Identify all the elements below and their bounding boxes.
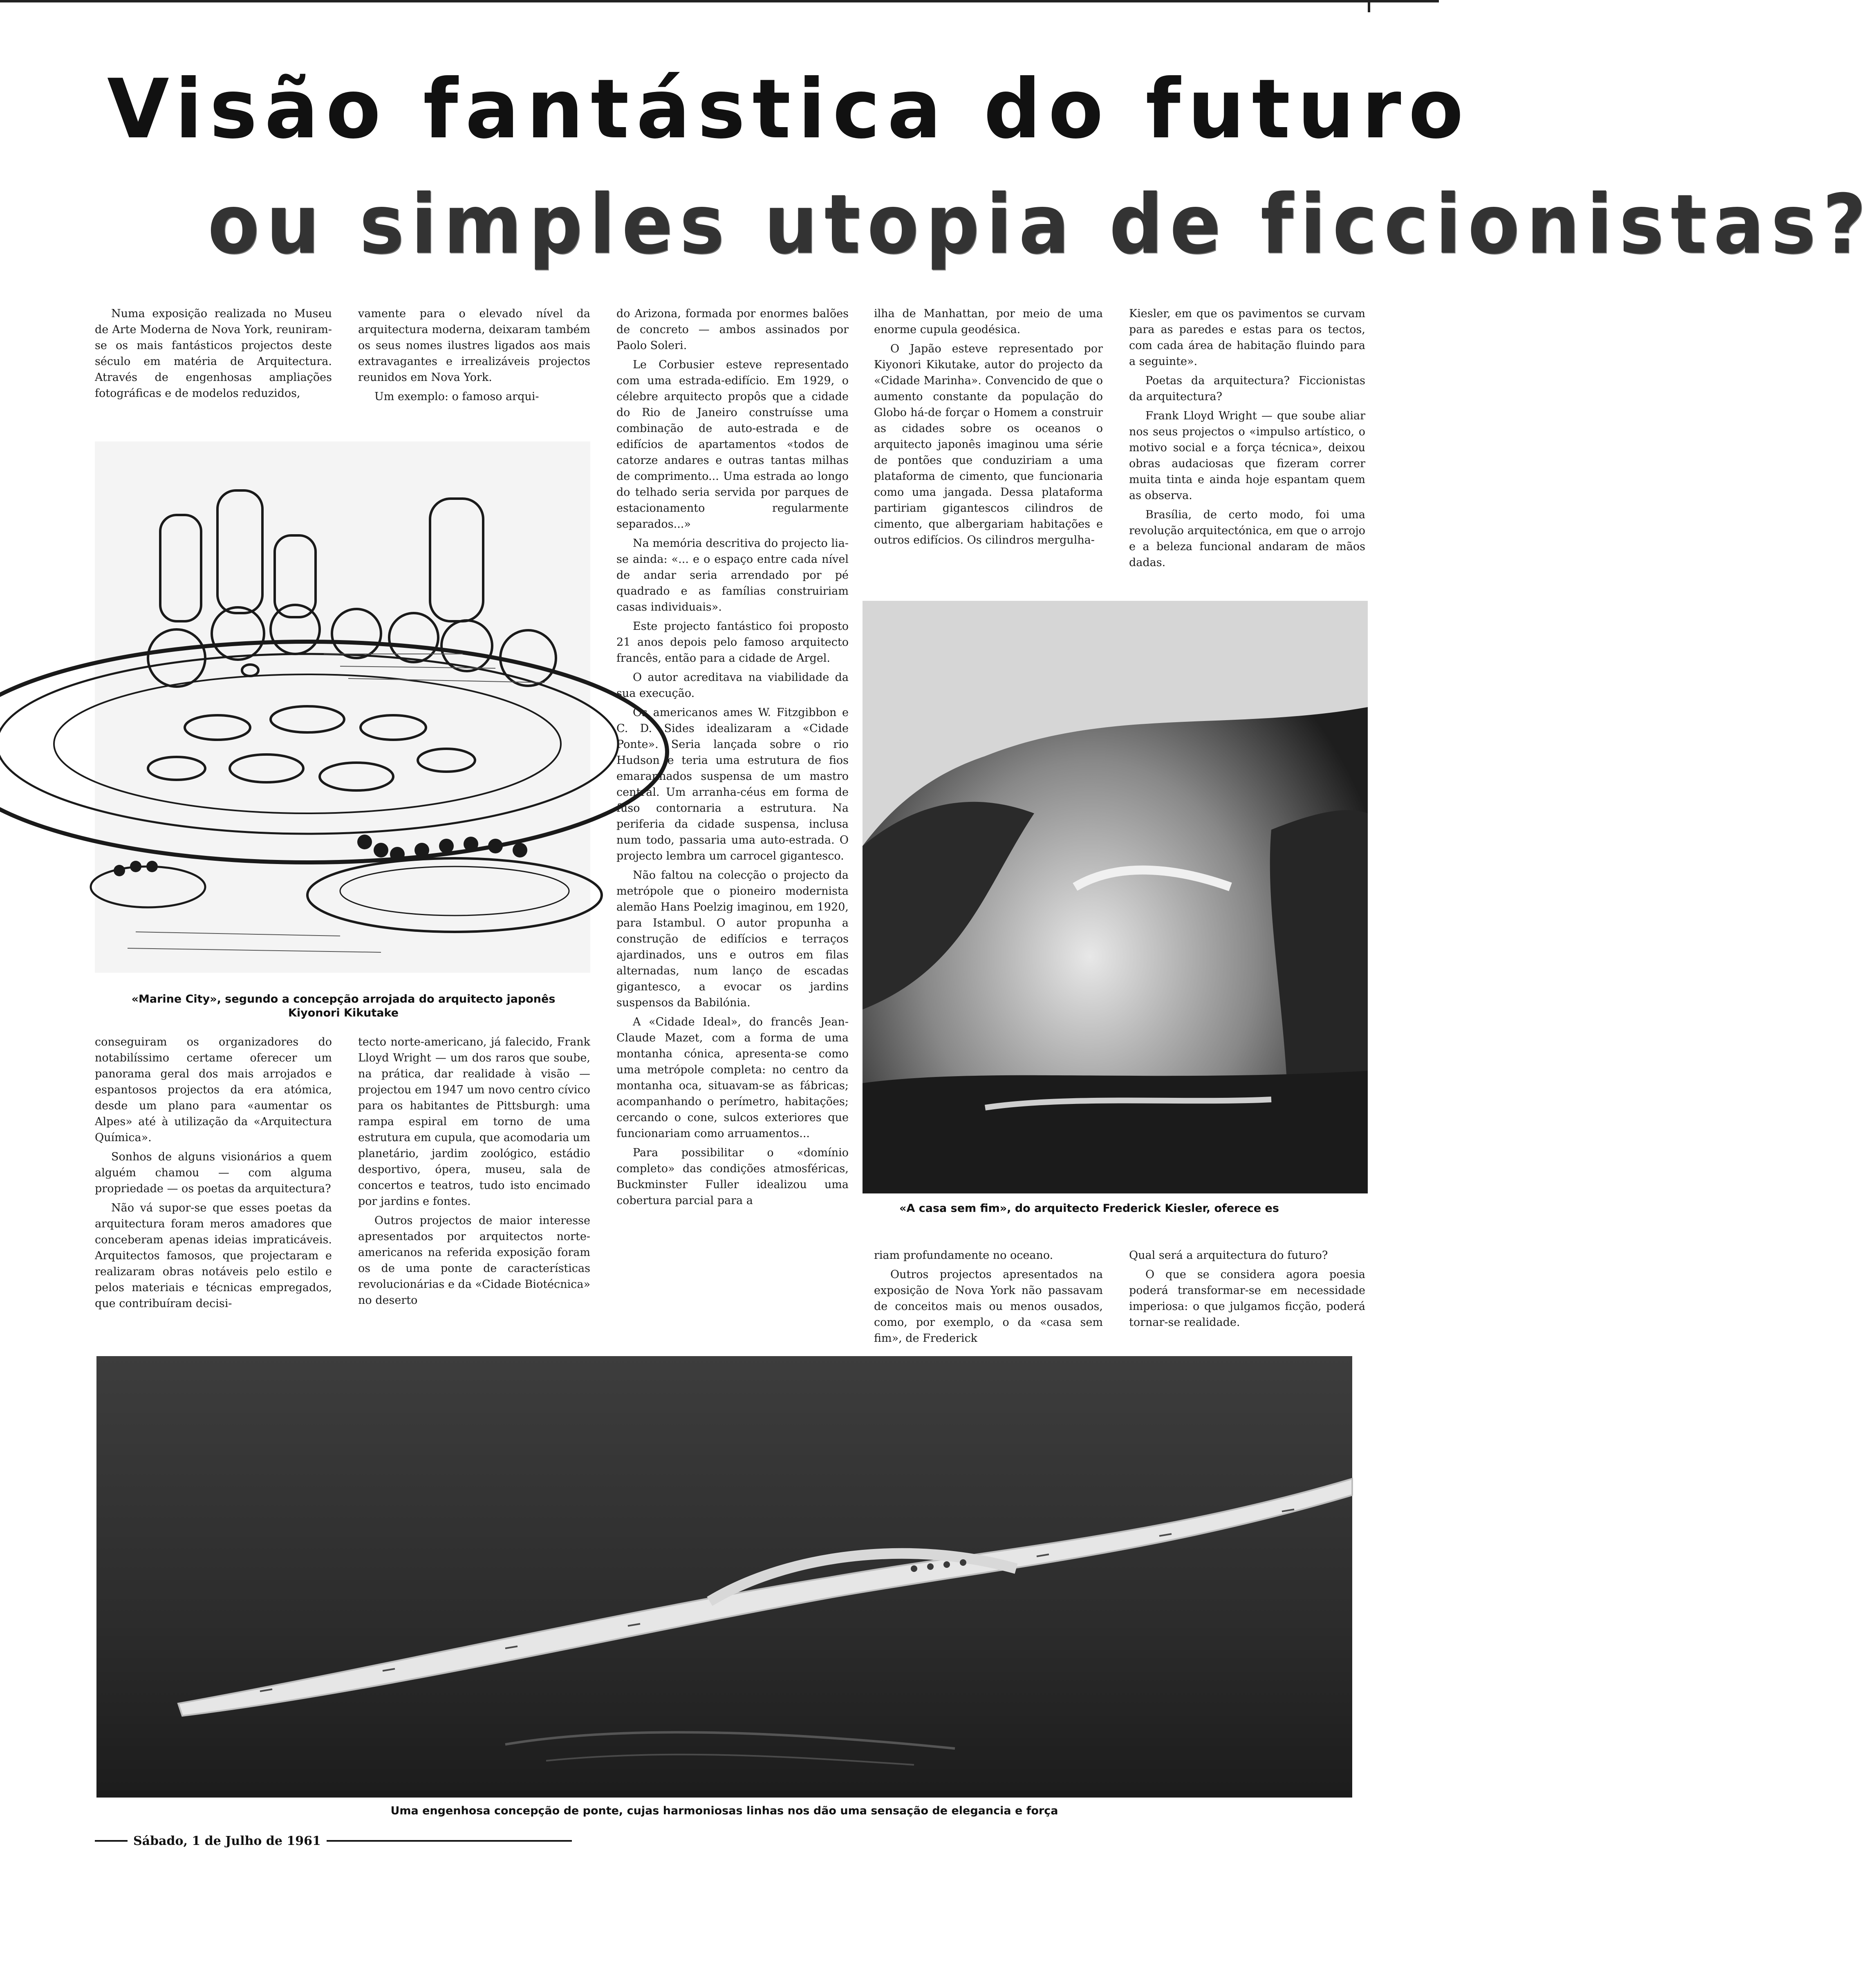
paragraph: Brasília, de certo modo, foi uma revolução arquitectónica, em que o arrojo e a beleza funcional andaram de mãos dadas.	[1129, 508, 1365, 569]
column-2-top	[358, 306, 590, 408]
paragraph: ilha de Manhattan, por meio de uma enorme cupula geodésica.	[874, 307, 1103, 336]
paragraph: O autor acreditava na viabilidade da sua execução.	[616, 671, 849, 700]
bridge-caption: Uma engenhosa concepção de ponte, cujas harmoniosas linhas nos dão uma sensação de elegancia e força	[390, 1804, 1058, 1817]
casa-sem-fim-photo	[863, 601, 1368, 1193]
footer-rule-left	[95, 1840, 128, 1842]
footer-rule-right	[327, 1840, 572, 1842]
paragraph: Para possibilitar o «domínio completo» das condições atmosféricas, Buckminster Fuller idealizou uma cobertura parcial para a	[616, 1146, 849, 1207]
paragraph: Frank Lloyd Wright — que soube aliar nos seus projectos o «impulso artístico, o motivo social e a força técnica», deixou obras audaciosas que fizeram correr muita tinta e ainda hoje espantam quem as observa.	[1129, 410, 1365, 502]
marine-city-illustration	[95, 441, 590, 973]
column-4-bottom	[874, 1247, 1103, 1350]
paragraph: O Japão esteve representado por Kiyonori Kikutake, autor do projecto da «Cidade Marinha». Convencido de que o aumento constante da população do Globo há-de forçar o Homem a construir as cidades sobre os oceanos o arquitecto japonês imaginou uma série de pontões que conduziriam a uma plataforma de cimento, que funcionaria como uma jangada. Dessa plataforma partiriam gigantescos cilindros de cimento, que albergariam habitações e outros edifícios. Os cilindros mergulha-	[874, 343, 1103, 546]
column-5-top	[1129, 306, 1365, 574]
paragraph: Na memória descritiva do projecto lia-se ainda: «... e o espaço entre cada nível de andar seria arrendado por pé quadrado e as famílias construiriam casas individuais».	[616, 537, 849, 613]
paragraph: Não faltou na colecção o projecto da metrópole que o pioneiro modernista alemão Hans Poelzig imaginou, em 1920, para Istambul. O autor propunha a construção de edifícios e terraços ajardinados, uns e outros em filas alternadas, num lanço de escadas gigantesco, a evocar os jardins suspensos da Babilónia.	[616, 869, 849, 1009]
paragraph: Não vá supor-se que esses poetas da arquitectura foram meros amadores que conceberam apenas ideias impraticáveis. Arquitectos famosos, que projectaram e realizaram obras notáveis pelo estilo e pelos materiais e técnicas empregados, que contribuíram decisi-	[95, 1202, 332, 1310]
column-1-bottom	[95, 1034, 332, 1315]
column-4-top	[874, 306, 1103, 551]
paragraph: Kiesler, em que os pavimentos se curvam para as paredes e estas para os tectos, com cada área de habitação fluindo para a seguinte».	[1129, 307, 1365, 368]
paragraph: Poetas da arquitectura? Ficcionistas da arquitectura?	[1129, 374, 1365, 403]
column-5-bottom	[1129, 1247, 1365, 1334]
footer-dateline	[95, 1833, 667, 1849]
column-2-bottom	[358, 1034, 590, 1312]
paragraph: Outros projectos de maior interesse apresentados por arquitectos norte-americanos na referida exposição foram os de uma ponte de características revolucionárias e da «Cidade Biotécnica» no deserto	[358, 1214, 591, 1307]
paragraph: do Arizona, formada por enormes balões de concreto — ambos assinados por Paolo Soleri.	[616, 307, 849, 352]
paragraph: Le Corbusier esteve representado com uma estrada-edifício. Em 1929, o célebre arquitecto propôs que a cidade do Rio de Janeiro construísse uma combinação de auto-estrada e de edifícios de apartamentos «todos de catorze andares e outras tantas milhas de comprimento... Uma estrada ao longo do telhado seria servida por parques de estacionamento regularmente separados...»	[616, 358, 849, 531]
column-3	[616, 306, 849, 1212]
paragraph: Sonhos de alguns visionários a quem alguém chamou — com alguma propriedade — os poetas da arquitectura?	[95, 1151, 332, 1195]
headline-line-1: Visão fantástica do futuro	[107, 62, 1471, 157]
paragraph: Um exemplo: o famoso arqui-	[374, 390, 539, 403]
paragraph: Numa exposição realizada no Museu de Arte Moderna de Nova York, reuniram-se os mais fantásticos projectos deste século em matéria de Arquitectura. Através de engenhosas ampliações fotográficas e de modelos reduzidos,	[95, 307, 332, 400]
paragraph: Os americanos ames W. Fitzgibbon e C. D. Sides idealizaram a «Cidade Ponte». Seria lançada sobre o rio Hudson e teria uma estrutura de fios emaranhados suspensa de um mastro central. Um arranha-céus em forma de fuso contornaria a estrutura. Na periferia da cidade suspensa, inclusa num todo, passaria uma auto-estrada. O projecto lembra um carrocel gigantesco.	[616, 706, 849, 862]
paragraph: tecto norte-americano, já falecido, Frank Lloyd Wright — um dos raros que soube, na prática, dar realidade à visão — projectou em 1947 um novo centro cívico para os habitantes de Pittsburgh: uma rampa espiral em torno de uma estrutura em cupula, que acomodaria um planetário, jardim zoológico, estádio desportivo, ópera, museu, sala de concertos e teatros, tudo isto encimado por jardins e fontes.	[358, 1036, 590, 1208]
headline-line-2: ou simples utopia de ficcionistas?	[208, 177, 1873, 272]
corner-mark	[1368, 0, 1370, 12]
paragraph: O que se considera agora poesia poderá transformar-se em necessidade imperiosa: o que julgamos ficção, poderá tornar-se realidade.	[1129, 1268, 1365, 1329]
footer-date: Sábado, 1 de Julho de 1961	[133, 1834, 321, 1848]
paragraph: conseguiram os organizadores do notabilíssimo certame oferecer um panorama geral dos mais arrojados e espantosos projectos da era atómica, desde um plano para «aumentar os Alpes» até à utilização da «Arquitectura Química».	[95, 1036, 332, 1144]
column-1-top	[95, 306, 332, 405]
paragraph: Qual será a arquitectura do futuro?	[1129, 1249, 1328, 1262]
paragraph: vamente para o elevado nível da arquitectura moderna, deixaram também os seus nomes ilustres ligados aos mais extravagantes e irrealizáveis projectos reunidos em Nova York.	[358, 307, 590, 384]
casa-sem-fim-caption: «A casa sem fim», do arquitecto Frederick Kiesler, oferece es	[899, 1202, 1279, 1215]
bridge-photo	[96, 1356, 1352, 1798]
marine-city-caption: «Marine City», segundo a concepção arrojada do arquitecto japonês Kiyonori Kikutake	[131, 993, 556, 1019]
paragraph: Este projecto fantástico foi proposto 21 anos depois pelo famoso arquitecto francês, então para a cidade de Argel.	[616, 620, 849, 665]
paragraph: Outros projectos apresentados na exposição de Nova York não passavam de conceitos mais ou menos ousados, como, por exemplo, o da «casa sem fim», de Frederick	[874, 1268, 1103, 1345]
paragraph: riam profundamente no oceano.	[874, 1249, 1053, 1262]
top-rule	[0, 0, 1439, 2]
paragraph: A «Cidade Ideal», do francês Jean-Claude Mazet, com a forma de uma montanha cónica, apresenta-se como uma metrópole completa: no centro da montanha oca, situavam-se as fábricas; acompanhando o perímetro, habitações; cercando o cone, sulcos exteriores que funcionariam como arruamentos...	[616, 1016, 849, 1140]
